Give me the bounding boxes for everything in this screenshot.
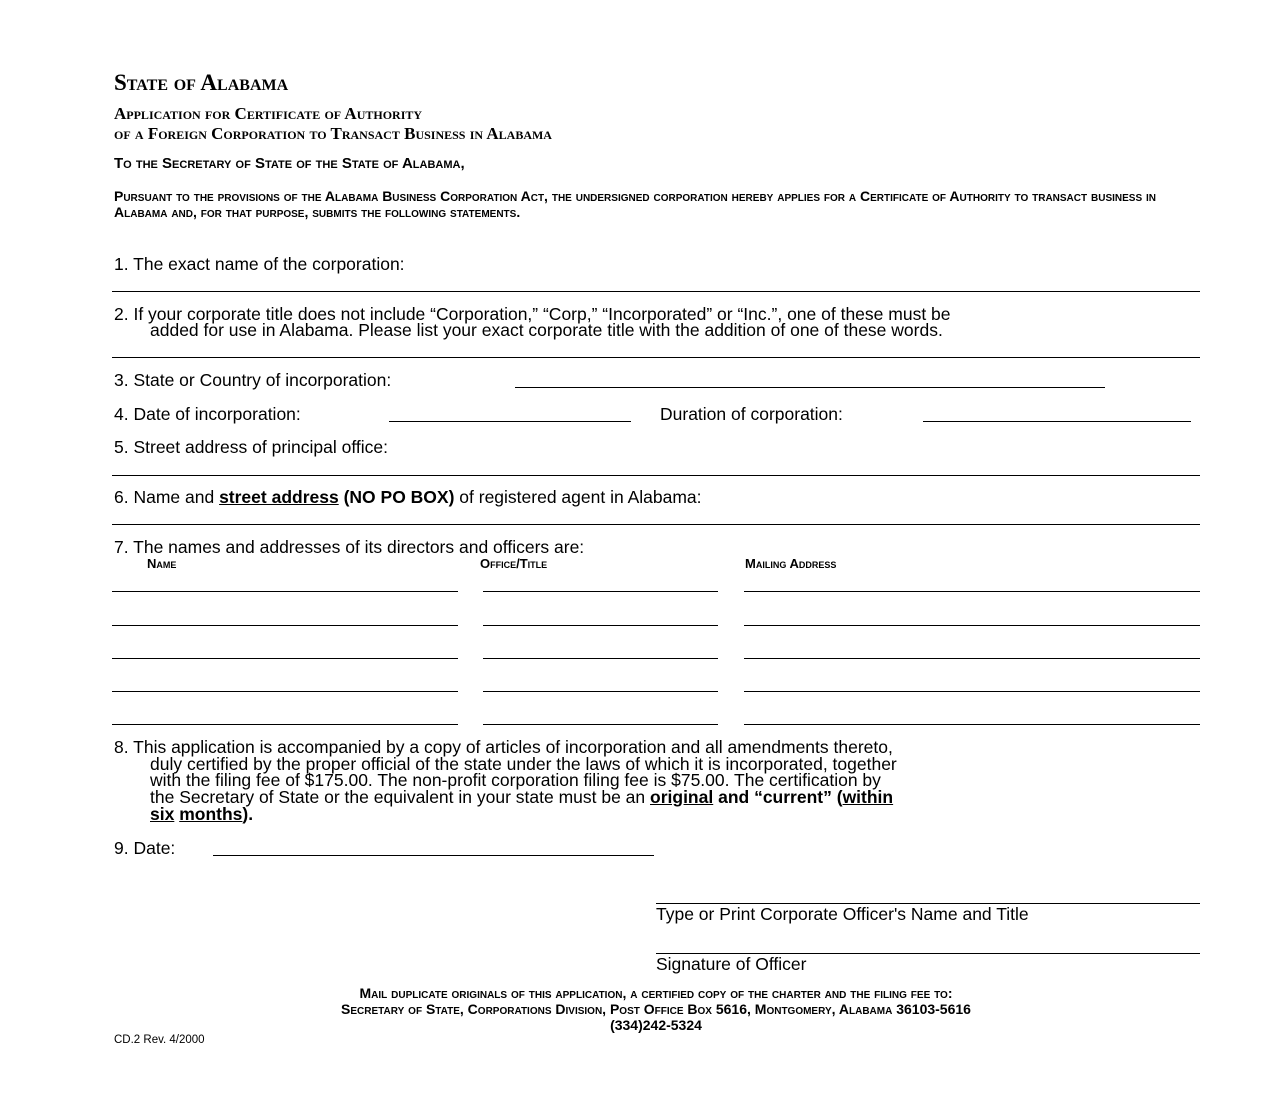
item-4-duration-label: Duration of corporation: bbox=[660, 404, 843, 424]
item-6-street-address: street address bbox=[219, 487, 339, 507]
item-8-line5 bbox=[150, 806, 253, 823]
item-8-line4 bbox=[150, 789, 893, 806]
officer-address-field[interactable] bbox=[744, 724, 1200, 725]
footer-address: Secretary of State, Corporations Division, Post Office Box 5616, Montgomery, Alabama 36103-5616 bbox=[341, 1001, 971, 1017]
column-header-address: Mailing Address bbox=[745, 556, 837, 571]
item-2-label-line1: 2. If your corporate title does not include “Corporation,” “Corp,” “Incorporated” or “Inc.”, one of these must be bbox=[114, 304, 951, 324]
officer-name-field[interactable] bbox=[112, 625, 458, 626]
item-6-suffix: of registered agent in Alabama: bbox=[454, 487, 702, 507]
item-8-end: ). bbox=[242, 804, 254, 824]
item-5-label: 5. Street address of principal office: bbox=[114, 437, 388, 457]
officer-name-field[interactable] bbox=[112, 691, 458, 692]
officer-name-field[interactable] bbox=[112, 658, 458, 659]
column-header-name: Name bbox=[147, 556, 177, 571]
item-9-date-field[interactable] bbox=[213, 855, 654, 856]
item-8-line1: 8. This application is accompanied by a copy of articles of incorporation and all amendments thereto, bbox=[114, 737, 893, 757]
item-4-date-field[interactable] bbox=[389, 421, 631, 422]
item-8-and: and bbox=[713, 787, 755, 807]
item-6-prefix: 6. Name and bbox=[114, 487, 220, 507]
preamble: Pursuant to the provisions of the Alabama Business Corporation Act, the undersigned corporation hereby applies for a Certificate of Authority to transact business in Alabama and, for that purpose, submits the following statements. bbox=[114, 188, 1157, 220]
item-8-original: original bbox=[650, 787, 714, 807]
salutation: To the Secretary of State of the State of Alabama, bbox=[114, 155, 465, 172]
form-subtitle-line1: Application for Certificate of Authority bbox=[114, 104, 423, 123]
item-8-line4-prefix: the Secretary of State or the equivalent in your state must be an bbox=[150, 787, 651, 807]
officer-title-field[interactable] bbox=[483, 724, 718, 725]
item-5-field[interactable] bbox=[112, 475, 1200, 476]
item-1-field[interactable] bbox=[112, 291, 1200, 292]
item-8-line2: duly certified by the proper official of the state under the laws of which it is incorporated, together bbox=[150, 754, 897, 774]
officer-name-field[interactable] bbox=[112, 724, 458, 725]
officer-title-field[interactable] bbox=[483, 625, 718, 626]
item-8-within: within bbox=[842, 787, 894, 807]
footer-phone: (334)242-5324 bbox=[610, 1017, 702, 1033]
item-8-line3: with the filing fee of $175.00. The non-profit corporation filing fee is $75.00. The certification by bbox=[150, 770, 881, 790]
item-8-six: six bbox=[150, 804, 175, 824]
item-2-label-line2: added for use in Alabama. Please list your exact corporate title with the addition of one of these words. bbox=[150, 320, 943, 340]
item-6-no-po-box: (NO PO BOX) bbox=[338, 487, 455, 507]
item-3-label: 3. State or Country of incorporation: bbox=[114, 370, 392, 390]
form-title: State of Alabama bbox=[114, 70, 289, 95]
officer-title-field[interactable] bbox=[483, 658, 718, 659]
officer-name-title-label: Type or Print Corporate Officer's Name and Title bbox=[656, 904, 1029, 924]
form-revision: CD.2 Rev. 4/2000 bbox=[114, 1034, 205, 1046]
item-2-field[interactable] bbox=[112, 357, 1200, 358]
form-subtitle-line2: of a Foreign Corporation to Transact Business in Alabama bbox=[114, 124, 552, 143]
item-1-label: 1. The exact name of the corporation: bbox=[114, 254, 405, 274]
item-6-label bbox=[114, 489, 702, 506]
item-6-field[interactable] bbox=[112, 524, 1200, 525]
item-3-field[interactable] bbox=[515, 387, 1105, 388]
officer-title-field[interactable] bbox=[483, 591, 718, 592]
officer-title-field[interactable] bbox=[483, 691, 718, 692]
footer-mail-instructions: Mail duplicate originals of this application, a certified copy of the charter and the filing fee to: bbox=[359, 985, 953, 1001]
item-4-duration-field[interactable] bbox=[923, 421, 1191, 422]
officer-address-field[interactable] bbox=[744, 591, 1200, 592]
officer-address-field[interactable] bbox=[744, 658, 1200, 659]
item-8-current: “current” bbox=[754, 787, 832, 807]
officer-address-field[interactable] bbox=[744, 691, 1200, 692]
item-9-label: 9. Date: bbox=[114, 838, 176, 858]
item-8-months: months bbox=[179, 804, 243, 824]
officer-address-field[interactable] bbox=[744, 625, 1200, 626]
item-7-label: 7. The names and addresses of its directors and officers are: bbox=[114, 537, 585, 557]
item-8-paren: ( bbox=[831, 787, 843, 807]
column-header-office: Office/Title bbox=[480, 556, 548, 571]
officer-name-field[interactable] bbox=[112, 591, 458, 592]
officer-signature-label: Signature of Officer bbox=[656, 954, 807, 974]
item-4-date-label: 4. Date of incorporation: bbox=[114, 404, 301, 424]
